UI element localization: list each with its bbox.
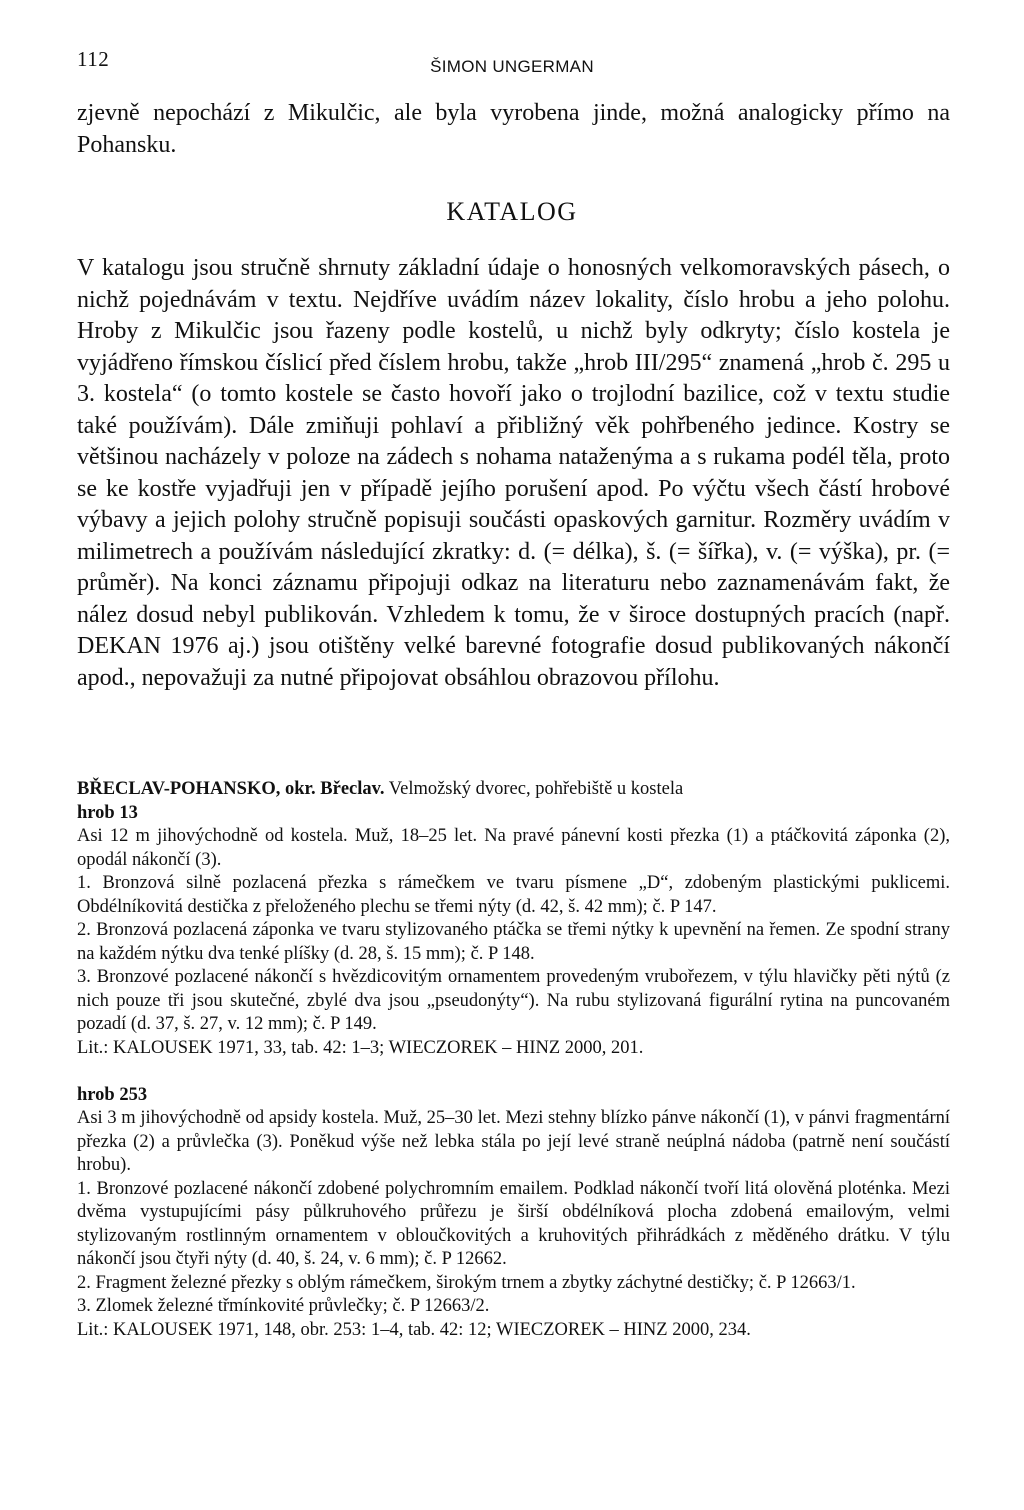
catalog-entries xyxy=(77,778,950,1342)
grave-item: 3. Bronzové pozlacené nákončí s hvězdicovitým ornamentem provedeným vrubořezem, v týlu hlavičky pěti nýtů (z nich pouze tři jsou skutečné, zbylé dva jsou „pseudonýty“). Na rubu stylizovaná figurální rytina na puncovaném pozadí (d. 37, š. 27, v. 12 mm); č. P 149. xyxy=(77,967,950,1034)
grave-item: 2. Bronzová pozlacená záponka ve tvaru stylizovaného ptáčka se třemi nýtky k upevnění na řemen. Ze spodní strany na každém nýtku dva tenké plíšky (d. 28, š. 15 mm); č. P 148. xyxy=(77,920,950,964)
section-heading: KATALOG xyxy=(446,197,578,226)
intro-paragraph: zjevně nepochází z Mikulčic, ale byla vyrobena jinde, možná analogicky přímo na Pohansku. xyxy=(77,100,950,158)
grave-location: Asi 3 m jihovýchodně od apsidy kostela. Muž, 25–30 let. Mezi stehny blízko pánve nákončí (1), v pánvi fragmentární přezka (2) a průvlečka (3). Poněkud výše než lebka stála po její levé straně neúplná nádoba (patrně není součástí hrobu). xyxy=(77,1108,950,1175)
grave-title: hrob 13 xyxy=(77,802,138,823)
grave-entry xyxy=(77,802,950,1061)
page-number: 112 xyxy=(77,47,110,71)
catalog-intro-paragraph: V katalogu jsou stručně shrnuty základní údaje o honosných velkomoravských pásech, o nichž pojednávám v textu. Nejdříve uvádím název lokality, číslo hrobu a jeho polohu. Hroby z Mikulčic jsou řazeny podle kostelů, u nichž byly odkryty; číslo kostela je vyjádřeno římskou číslicí před číslem hrobu, takže „hrob III/295“ znamená „hrob č. 295 u 3. kostela“ (o tomto kostele se často hovoří jako o trojlodní bazilice, což v textu studie také používám). Dále zmiňuji pohlaví a přibližný věk pohřbeného jedince. Kostry se většinou nacházely v poloze na zádech s nohama nataženýma a s rukama podél těla, proto se ke kostře vyjadřuji jen v případě jejího porušení apod. Po výčtu všech částí hrobové výbavy a jejich polohy stručně popisuji součásti opaskových garnitur. Rozměry uvádím v milimetrech a používám následující zkratky: d. (= délka), š. (= šířka), v. (= výška), pr. (= průměr). Na konci záznamu připojuji odkaz na literaturu nebo zaznamenávám fakt, že nález dosud nebyl publikován. Vzhledem k tomu, že v široce dostupných pracích (např. DEKAN 1976 aj.) jsou otištěny velké barevné fotografie dosud publikovaných nákončí apod., nepovažuji za nutné připojovat obsáhlou obrazovou přílohu. xyxy=(77,255,950,691)
entry-spacer xyxy=(77,1060,950,1084)
grave-item: 2. Fragment železné přezky s oblým rámečkem, širokým trnem a zbytky záchytné destičky; č. P 12663/1. xyxy=(77,1272,856,1293)
site-description: Velmožský dvorec, pohřebiště u kostela xyxy=(388,779,684,799)
grave-literature: Lit.: KALOUSEK 1971, 148, obr. 253: 1–4, tab. 42: 12; WIECZOREK – HINZ 2000, 234. xyxy=(77,1319,751,1340)
grave-item: 1. Bronzové pozlacené nákončí zdobené polychromním emailem. Podklad nákončí tvoří litá olověná ploténka. Mezi dvěma vystupujícími pásy půlkruhového průřezu je širší obdélníková plocha zdobená emailovým, velmi stylizovaným rostlinným ornamentem v obloučkovitých a kruhovitých přihrádkách z měděného drátku. V týlu nákončí jsou čtyři nýty (d. 40, š. 24, v. 6 mm); č. P 12662. xyxy=(77,1178,950,1269)
grave-item: 3. Zlomek železné třmínkovité průvlečky; č. P 12663/2. xyxy=(77,1296,490,1316)
grave-location: Asi 12 m jihovýchodně od kostela. Muž, 18–25 let. Na pravé pánevní kosti přezka (1) a ptáčkovitá záponka (2), opodál nákončí (3). xyxy=(77,826,950,870)
site-heading xyxy=(77,778,950,802)
running-head: ŠIMON UNGERMAN xyxy=(430,57,594,76)
grave-literature: Lit.: KALOUSEK 1971, 33, tab. 42: 1–3; WIECZOREK – HINZ 2000, 201. xyxy=(77,1037,644,1058)
grave-item: 1. Bronzová silně pozlacená přezka s rámečkem ve tvaru písmene „D“, zdobeným plastickými puklicemi. Obdélníkovitá destička z přeloženého plechu se třemi nýty (d. 42, š. 42 mm); č. P 147. xyxy=(77,873,950,917)
grave-entry xyxy=(77,1084,950,1343)
grave-title: hrob 253 xyxy=(77,1084,148,1105)
site-name: BŘECLAV-POHANSKO, okr. Břeclav. xyxy=(77,779,385,799)
